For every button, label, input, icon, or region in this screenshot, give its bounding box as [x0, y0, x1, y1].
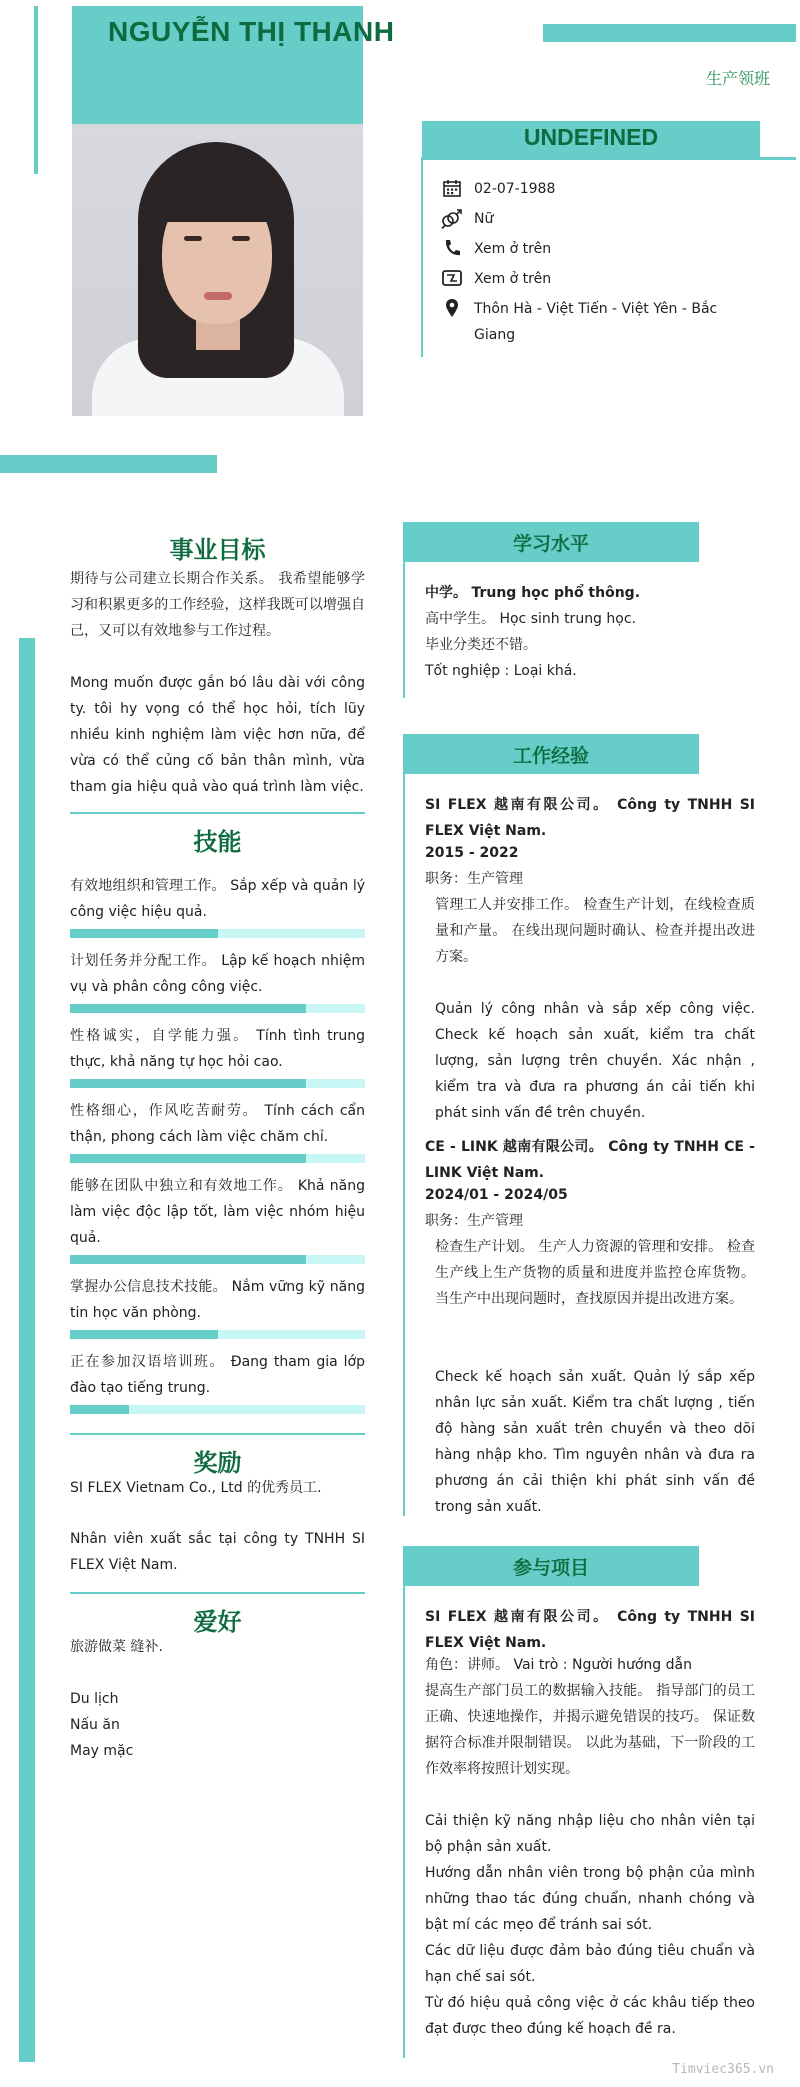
education-line: 高中学生。 Học sinh trung học. — [425, 611, 636, 627]
header-bottom-accent-bar — [0, 455, 217, 473]
objective-title: 事业目标 — [169, 537, 266, 564]
education-school: 中学。 Trung học phổ thông. — [425, 585, 641, 601]
job-company: CE - LINK 越南有限公司。 Công ty TNHH CE - LINK Việt Nam. — [425, 1139, 755, 1181]
skill-level-bar — [70, 1154, 365, 1163]
education-title: 学习水平 — [403, 522, 699, 562]
candidate-name: NGUYỄN THỊ THANH — [108, 16, 395, 47]
profile-photo — [72, 124, 363, 416]
hobby-item: Du lịch — [70, 1691, 119, 1707]
phone-icon — [440, 236, 474, 262]
experience-accent-line — [403, 734, 405, 1516]
calendar-icon — [440, 176, 474, 202]
left-accent-bar — [19, 638, 35, 2062]
education-line: Tốt nghiệp : Loại khá. — [425, 663, 577, 679]
job-period: 2015 - 2022 — [425, 845, 519, 861]
project-description: Các dữ liệu được đảm bảo đúng tiêu chuẩn và hạn chế sai sót. — [425, 1943, 755, 1985]
award-vi: Nhân viên xuất sắc tại công ty TNHH SI FLEX Việt Nam. — [70, 1531, 365, 1573]
skill-item: 有效地组织和管理工作。 Sắp xếp và quản lý công việc hiệu quả. — [70, 873, 365, 938]
skill-level-bar — [70, 1004, 365, 1013]
job-title: 生产领班 — [705, 69, 770, 88]
info-accent-line — [421, 157, 423, 357]
hobbies-divider — [70, 1592, 365, 1594]
skill-level-bar — [70, 1405, 365, 1414]
header-accent-bar — [543, 24, 796, 42]
undefined-label: UNDEFINED — [523, 124, 659, 150]
info-address: Thôn Hà - Việt Tiến - Việt Yên - Bắc Giang — [440, 296, 740, 348]
job-description-vi: Quản lý công nhân và sắp xếp công việc. Check kế hoạch sản xuất, kiểm tra chất lượng, sản lượng trên chuyền. Xác nhận , kiểm tra và đưa ra phương án cải tiến khi phát sinh vấn đề trên chuyền. — [435, 1001, 755, 1121]
project-description: Từ đó hiệu quả công việc ở các khâu tiếp theo đạt được theo đúng kế hoạch đề ra. — [425, 1995, 755, 2037]
hobbies-title: 爱好 — [193, 1609, 242, 1636]
hobby-item: 旅游做菜 缝补. — [70, 1639, 163, 1655]
undefined-underline — [422, 157, 796, 160]
job-position: 职务：生产管理 — [425, 871, 523, 887]
email-icon — [440, 266, 474, 292]
hobby-item: Nấu ăn — [70, 1717, 120, 1733]
skill-item: 能够在团队中独立和有效地工作。 Khả năng làm việc độc lập tốt, làm việc nhóm hiệu quả. — [70, 1173, 365, 1264]
education-line: 毕业分类还不错。 — [425, 637, 537, 653]
job-description-vi: Check kế hoạch sản xuất. Quản lý sắp xếp nhân lực sản xuất. Kiểm tra chất lượng , tiến độ hàng sản xuất trên chuyền và theo dõi hàng nhập kho. Tìm nguyên nhân và đưa ra phương án cải thiện khi phát sinh vấn đề trong sản xuất. — [435, 1369, 755, 1515]
objective-text-zh: 期待与公司建立长期合作关系。 我希望能够学习和积累更多的工作经验，这样我既可以增强自己，又可以有效地参与工作过程。 — [70, 571, 365, 639]
skill-level-bar — [70, 1255, 365, 1264]
location-pin-icon — [440, 296, 474, 322]
project-company: SI FLEX 越南有限公司。 Công ty TNHH SI FLEX Việt Nam. — [425, 1609, 755, 1651]
award-zh: SI FLEX Vietnam Co., Ltd 的优秀员工. — [70, 1480, 322, 1496]
job-period: 2024/01 - 2024/05 — [425, 1187, 568, 1203]
objective-text-vi: Mong muốn được gắn bó lâu dài với công ty. tôi hy vọng có thể học hỏi, tích lũy nhiều kinh nghiệm làm việc hơn nữa, để vừa có thể củng cố bản thân mình, vừa tham gia hiệu quả vào quá trình làm việc. — [70, 675, 365, 795]
gender-icon — [440, 206, 474, 232]
awards-title: 奖励 — [193, 1450, 242, 1477]
skills-title: 技能 — [193, 829, 242, 856]
job-position: 职务：生产管理 — [425, 1213, 523, 1229]
project-description: Cải thiện kỹ năng nhập liệu cho nhân viên tại bộ phận sản xuất. — [425, 1813, 755, 1855]
skills-divider — [70, 812, 365, 814]
header-accent-line — [34, 6, 38, 174]
skill-item: 性格细心，作风吃苦耐劳。 Tính cách cẩn thận, phong cách làm việc chăm chỉ. — [70, 1098, 365, 1163]
info-email: Xem ở trên — [440, 266, 740, 292]
info-birthdate: 02-07-1988 — [440, 176, 740, 202]
job-description-zh: 检查生产计划。 生产人力资源的管理和安排。 检查生产线上生产货物的质量和进度并监控仓库货物。 当生产中出现问题时，查找原因并提出改进方案。 — [435, 1239, 755, 1307]
info-gender: Nữ — [440, 206, 740, 232]
project-description-zh: 提高生产部门员工的数据输入技能。 指导部门的员工正确、快速地操作，并揭示避免错误的技巧。 保证数据符合标准并限制错误。 以此为基础，下一阶段的工作效率将按照计划实现。 — [425, 1683, 755, 1777]
project-description: Hướng dẫn nhân viên trong bộ phận của mình những thao tác đúng chuẩn, nhanh chóng và bật mí các mẹo để tránh sai sót. — [425, 1865, 755, 1933]
skill-item: 掌握办公信息技术技能。 Nắm vững kỹ năng tin học văn phòng. — [70, 1274, 365, 1339]
projects-accent-line — [403, 1546, 405, 2058]
hobby-item: May mặc — [70, 1743, 134, 1759]
awards-divider — [70, 1433, 365, 1435]
skill-level-bar — [70, 1079, 365, 1088]
job-description-zh: 管理工人并安排工作。 检查生产计划，在线检查质量和产量。 在线出现问题时确认、检查并提出改进方案。 — [435, 897, 755, 965]
info-phone: Xem ở trên — [440, 236, 740, 262]
watermark-text: Timviec365.vn — [672, 2062, 774, 2077]
skill-level-bar — [70, 929, 365, 938]
job-company: SI FLEX 越南有限公司。 Công ty TNHH SI FLEX Việt Nam. — [425, 797, 755, 839]
skill-item: 正在参加汉语培训班。 Đang tham gia lớp đào tạo tiếng trung. — [70, 1349, 365, 1414]
experience-title: 工作经验 — [403, 734, 699, 774]
skill-item: 计划任务并分配工作。 Lập kế hoạch nhiệm vụ và phân công công việc. — [70, 948, 365, 1013]
skill-level-bar — [70, 1330, 365, 1339]
skill-item: 性格诚实，自学能力强。 Tính tình trung thực, khả năng tự học hỏi cao. — [70, 1023, 365, 1088]
projects-title: 参与项目 — [403, 1546, 699, 1586]
project-role: 角色：讲师。 Vai trò : Người hướng dẫn — [425, 1657, 692, 1673]
